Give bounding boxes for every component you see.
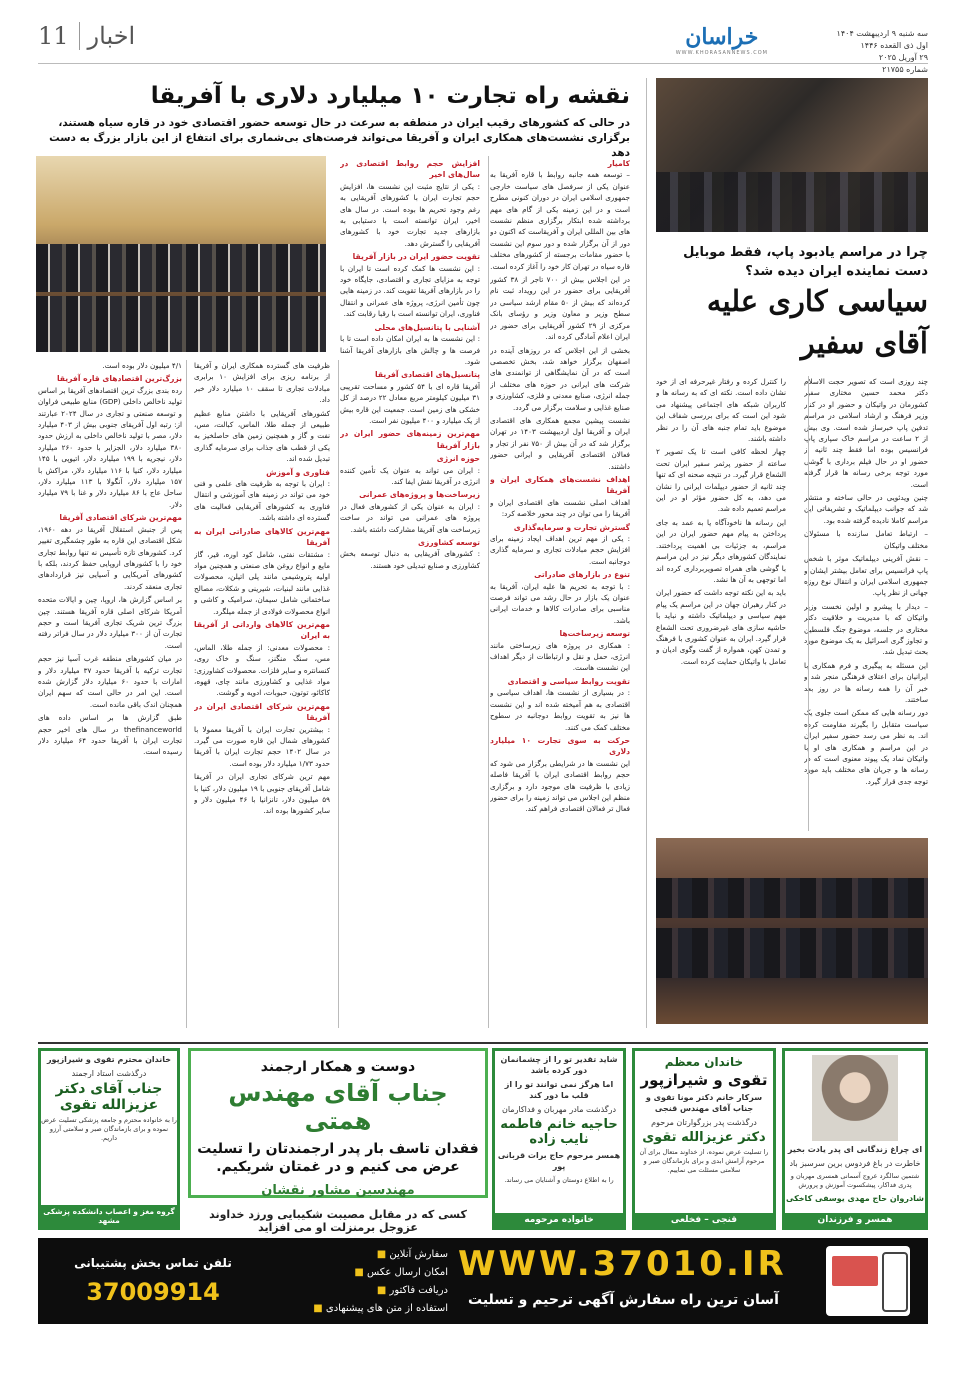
portrait-photo xyxy=(812,1055,898,1141)
sidebar-subheadline: چرا در مراسم یادبود پاپ، فقط موبایل دست نماینده ایران دیده شد؟ xyxy=(683,245,928,279)
date-gregorian: ۲۹ آوریل ۲۰۲۵ xyxy=(878,53,928,62)
ad-memorial-yousefi[interactable]: ای چراغ زندگانی ای پدر یادت بخیر خاطرت در باغ فردوس برین سرسبز باد شتمین سالگرد عروج آسمانی همسری مهربان و پدری فداکار، پیشکسوت آموزش و پرورش شادروان حاج مهدی یوسفی کاخکی همسر و فرزندان xyxy=(782,1048,928,1230)
feature-suggested-texts: استفاده از متن های پیشنهادی ■ xyxy=(308,1300,448,1318)
phone-laptop-icon xyxy=(826,1246,910,1316)
banner-features xyxy=(308,1246,448,1318)
ad-condolence-medical-school[interactable]: خاندان محترم تقوی و شیرازپور درگذشت استاد ارجمند جناب آقای دکتر عزیزالله تقوی را به خانواده محترم و جامعه پزشکی تسلیت عرض نموده و برای بازماندگان صبر و سلامتی آرزو داریم. گروه مغز و اعصاب دانشکده پزشکی مشهد xyxy=(38,1048,180,1230)
feature-invoice: دریافت فاکتور ■ xyxy=(308,1282,448,1300)
ad-order-banner[interactable] xyxy=(38,1238,928,1324)
feature-send-photo: امکان ارسال عکس ■ xyxy=(308,1264,448,1282)
banner-url[interactable]: WWW.37010.IR xyxy=(458,1244,787,1284)
page-number: 11 xyxy=(38,22,80,50)
main-column-1: کامیار – توسعه همه جانبه روابط با قاره آفریقا به عنوان یکی از سرفصل های سیاست خارجی جمهوری اسلامی ایران در دوران کنونی مطرح است و در این زمینه یکی از گام های مهم برداشته شده ابتکار برگزاری منظم نشست های بین المللی ایران و آفریقاست که اکنون دو دور از آن برگزار شده و دور سوم این نشست با حضور مقامات برجسته از کشورهای مختلف قاره سیاه در تهران کار خود را آغاز کرده است. در این اجلاس بیش از ۷۰۰ تاجر از ۳۸ کشور آفریقایی برای حضور در این رویداد ثبت نام کرده‌اند که بیش از ۵۰ مقام ارشد سیاسی در سطح وزیر و معاون وزیر و رؤسای بانک مرکزی از ۲۹ کشور آفریقایی برای حضور در ایران اعلام آمادگی کرده اند. بخشی از این اجلاس که در روزهای آینده در اصفهان برگزار خواهد شد، بخش تخصصی است که در آن نمایشگاهی از توانمندی های شرکت های ایرانی در حوزه های مختلف از جمله انرژی، صنایع معدنی و فلزی، کشاورزی و صنایع غذایی و سلامت برگزار می گردد. نشست پیشین مجمع همکاری های اقتصادی ایران و آفریقا اول اردیبهشت ۱۴۰۳ در تهران برگزار شد که در آن بیش از ۷۵۰ نفر از تجار و فعالان اقتصادی آفریقایی و ایرانی حضور داشتند. اهداف نشست‌های همکاری ایران و آفریقا اهداف اصلی نشست های اقتصادی ایران و آفریقا را می توان در چند محور خلاصه کرد: گسترش تجارت و سرمایه‌گذاری : یکی از مهم ترین اهداف ایجاد زمینه برای افزایش حجم مبادلات تجاری و سرمایه گذاری دوجانبه است. تنوع در بازارهای صادراتی : با توجه به تحریم ها علیه ایران، آفریقا به عنوان یک بازار در حال رشد می تواند فرصت مناسبی برای صادرات کالاها و خدمات ایرانی باشد. توسعه زیرساخت‌ها : همکاری در پروژه های زیرساختی مانند انرژی، حمل و نقل و ارتباطات از دیگر اهداف این نشست هاست. تقویت روابط سیاسی و اقتصادی : در بسیاری از نشست ها، اهداف سیاسی و اقتصادی به هم آمیخته شده اند و این نشست ها نیز به تقویت روابط دوجانبه در سطوح مختلف کمک می کنند. حرکت به سوی تجارت ۱۰ میلیارد دلاری این نشست ها در شرایطی برگزار می شود که حجم روابط اقتصادی ایران با آفریقا فاصله زیادی با ظرفیت های موجود دارد و برگزاری منظم این اجلاس می تواند زمینه را برای حضور فعال تر فعالان اقتصادی فراهم کند. xyxy=(490,159,630,814)
newspaper-logo[interactable] xyxy=(676,24,768,56)
pope-funeral-photo xyxy=(656,78,928,232)
page-header xyxy=(38,22,928,74)
date-persian: سه شنبه ۹ اردیبهشت ۱۴۰۴ xyxy=(836,29,928,38)
obituary-ads xyxy=(38,1042,928,1232)
main-lead: در حالی که کشورهای رقیب ایران در منطقه به سرعت در حال توسعه حضور اقتصادی خود در قاره سیاه هستند، برگزاری نشست‌های همکاری ایران و آفریقا می‌تواند فرصت‌های بی‌شماری برای انتفاع از این بازار بزرگ به دست دهد xyxy=(49,117,630,159)
iran-africa-summit-photo xyxy=(36,156,326,352)
main-headline: نقشه راه تجارت ۱۰ میلیارد دلاری با آفریقا xyxy=(150,83,630,109)
logo-text: خراسان xyxy=(685,24,759,50)
support-phone[interactable]: 37009914 xyxy=(86,1278,220,1306)
banner-slogan: آسان ترین راه سفارش آگهی ترحیم و تسلیت xyxy=(468,1292,779,1308)
main-column-2: افزایش حجم روابط اقتصادی در سال‌های اخیر : یکی از نتایج مثبت این نشست ها، افزایش حجم تجارت ایران با کشورهای آفریقایی به رغم وجود تحریم ها بوده است. در سال های اخیر، ایران توانسته است با دستیابی به بازارهای جدید تجارت خود با کشورهای آفریقایی را گسترش دهد. تقویت حضور ایران در بازار آفریقا : این نشست ها کمک کرده است تا ایران با توجه به مزایای تجاری و اقتصادی، جایگاه خود را در بازارهای آفریقا تقویت کند. در زمینه هایی چون تأمین انرژی، پروژه های عمرانی و انتقال فناوری، ایران توانسته است با رقبا رقابت کند. آشنایی با پتانسیل‌های محلی : این نشست ها به ایران امکان داده است تا با فرصت ها و چالش های بازارهای آفریقا آشنا شود. پتانسیل‌های اقتصادی آفریقا آفریقا قاره ای با ۵۴ کشور و مساحت تقریبی ۳۱ میلیون کیلومتر مربع معادل ۲۲ درصد از کل خشکی های زمین است. جمعیت این قاره بیش از یک میلیارد و ۴۰۰ میلیون نفر است. مهم‌ترین زمینه‌های حضور ایران در بازار آفریقا حوزه انرژی : ایران می تواند به عنوان یک تأمین کننده انرژی در آفریقا نقش ایفا کند. زیرساخت‌ها و پروژه‌های عمرانی : ایران به عنوان یکی از کشورهای فعال در پروژه های عمرانی می تواند در ساخت زیرساخت های آفریقا مشارکت داشته باشد. توسعه کشاورزی : کشورهای آفریقایی به دنبال توسعه بخش کشاورزی و صنایع تبدیلی خود هستند. xyxy=(340,159,480,570)
section-label xyxy=(38,22,135,50)
pope-ceremony-crowd-photo xyxy=(656,838,928,1024)
main-column-3: ظرفیت های گسترده همکاری ایران و آفریقا از برنامه ریزی برای افزایش ۱۰ برابری مبادلات تجاری تا سقف ۱۰ میلیارد دلار خبر داد. کشورهای آفریقایی با داشتن منابع عظیم طبیعی از جمله طلا، الماس، کبالت، مس، نفت و گاز و همچنین زمین های حاصلخیز به یکی از قطب های جذاب برای سرمایه گذاری تبدیل شده اند. فناوری و آموزش : ایران با توجه به ظرفیت های علمی و فنی خود می تواند در زمینه های آموزشی و انتقال فناوری به کشورهای آفریقایی فعالیت های گسترده ای داشته باشد. مهم‌ترین کالاهای صادراتی ایران به آفریقا : مشتقات نفتی، شامل کود اوره، قیر، گاز مایع و انواع روغن های صنعتی و همچنین مواد اولیه پتروشیمی مانند پلی اتیلن، محصولات غذایی مانند لبنیات، شیرینی و شکلات، مصالح ساختمانی شامل سیمان، سرامیک و کاشی و انواع محصولات فولادی از جمله میلگرد. مهم‌ترین کالاهای وارداتی از آفریقا به ایران : محصولات معدنی: از جمله طلا، الماس، مس، سنگ منگنز، سنگ و خاک روی، کنسانتره و سایر فلزات. محصولات کشاورزی: مواد غذایی و کشاورزی مانند چای، قهوه، کاکائو، توتون، حبوبات، ادویه و گوشت. مهم‌ترین شرکای اقتصادی ایران در آفریقا : بیشترین تجارت ایران با آفریقا معمولا با کشورهای شمال این قاره صورت می گیرد. در سال ۱۴۰۲ حجم تجارت ایران با آفریقا حدود ۱/۷۳ میلیارد دلار بوده است. مهم ترین شرکای تجاری ایران در آفریقا شامل آفریقای جنوبی با ۱۹ میلیون دلار، کنیا با ۵۹ میلیون دلار، تانزانیا با ۴۶ میلیون دلار و سایر کشورها بوده اند. xyxy=(194,361,330,816)
condolence-quote: کسی که در مقابل مصیبت شکیبایی ورزد خداوند عزوجل برمنزلت او می افزاید xyxy=(209,1208,467,1234)
main-column-4: ۴/۱ میلیون دلار بوده است. بزرگ‌ترین اقتصادهای قاره آفریقا رده بندی بزرگ ترین اقتصادهای آفریقا بر اساس تولید ناخالص داخلی (GDP) منابع طبیعی فراوان و توسعه صنعتی و تجاری در سال ۲۰۲۴ عبارتند از: رتبه اول آفریقای جنوبی بیش از ۴۰۳ میلیارد دلار، مصر با تولید ناخالص داخلی به ارزش حدود ۳۸۰ میلیارد دلار، الجزایر با حدود ۲۶۰ میلیارد دلار، نیجریه با ۱۹۹ میلیارد دلار، اتیوپی با ۱۴۵ میلیارد دلار، کنیا با ۱۱۶ میلیارد دلار، مراکش با ۱۵۷ میلیارد دلار، آنگولا با ۱۱۳ میلیارد دلار، ساحل عاج با ۸۶ میلیارد دلار و غنا با ۷۹ میلیارد دلار. مهم‌ترین شرکای اقتصادی آفریقا پس از جنبش استقلال آفریقا در دهه ۱۹۶۰، شکل اقتصادی این قاره به طور چشمگیری تغییر کرد. کشورهای تازه تأسیس نه تنها روابط تجاری خود را با کشورهای اروپایی حفظ کردند، بلکه با کشورهای آمریکایی و آسیایی نیز قراردادهای تجاری منعقد کردند. بر اساس گزارش ها، اروپا، چین و ایالات متحده آمریکا شرکای اصلی قاره آفریقا هستند. چین بزرگ ترین شریک تجاری آفریقا است و حجم تجارت آن از ۳۰۰ میلیارد دلار در سال فراتر رفته است. در میان کشورهای منطقه غرب آسیا نیز حجم تجارت ترکیه با آفریقا حدود ۳۷ میلیارد دلار و امارات با حدود ۶۰ میلیارد دلار گزارش شده است. این امر در حالی است که سهم ایران همچنان اندک باقی مانده است. طبق گزارش ها بر اساس داده های thefinanceworld در سال های اخیر حجم تجارت ایران با آفریقا حدود ۶۴ میلیارد دلار رسیده است. xyxy=(38,361,182,757)
ad-condolence-taghavi[interactable]: خاندان معظم تقوی و شیرازپور سرکار خانم دکتر مونا تقوی و جناب آقای مهندس قنجی درگذشت پدر بزرگوارتان مرحوم دکتر عزیزالله تقوی را تسلیت عرض نموده، از خداوند متعال برای آن مرحوم آرامش ابدی و برای بازماندگان صبر و سلامتی مسئلت می نماییم. قنجی – فخلعی xyxy=(632,1048,776,1230)
support-label: تلفن تماس بخش پشتیبانی xyxy=(74,1256,232,1270)
logo-tagline: WWW.KHORASANNEWS.COM xyxy=(675,50,768,56)
sidebar-body-column-1: چند روزی است که تصویر حجت الاسلام دکتر محمد حسین مختاری سفیر کشورمان در واتیکان و حضور او در کنار وزیر فرهنگ و ارشاد اسلامی در مراسم تدفین پاپ خبرساز شده است. وی بیش از ۲ ساعت در مراسم خاک سپاری پاپ فرانسیس بوده اما فقط چند ثانیه از حضور او در حال فیلم برداری با گوشی مورد توجه برخی رسانه ها قرار گرفته است. چنین ویدئویی در حالی ساخته و منتشر شد که جوانب دیپلماتیک و تشریفاتی این مراسم کاملا نادیده گرفته شده بود. – ارتباط تعامل سازنده با مسئولان مختلف واتیکان – نقش آفرینی دیپلماتیک موثر با شخص پاپ فرانسیس برای تعامل بیشتر ایشان و جمهوری اسلامی ایران و انتقال نوع روزه جهانی از نظر پاپ. – دیدار با پیشرو و اولین نخست وزیر واتیکان که با مدیریت و خلاقیت دکتر مختاری در جلسه، موضوع جنگ فلسطین و تجاوز گری اسرائیل به یک موضوع مورد بحث تبدیل شد. این مسئله به پیگیری و فرم همکاری با ایرانیان برای اعتلای فرهنگی منجر شد و خبر آن را همه رسانه ها در روز بعد ساختند. دور رسانه هایی که ممکن است جلوی یک سیاست متقابل را بگیرند مقاومت کرده اند. به نظر می رسد حضور سفیر ایران در این مراسم و همکاری های او با واتیکان نماد یک پیوند معنوی است که در رسانه ها و جریان های مختلف باید مورد توجه جدی قرار گیرد. xyxy=(804,377,928,786)
date-hijri: اول ذی القعده ۱۴۴۶ xyxy=(860,41,928,50)
ad-condolence-hemmati[interactable]: دوست و همکار ارجمند جناب آقای مهندس همتی فقدان تاسف بار پدر ارجمندتان را تسلیت عرض می کنیم و در غمتان شریکیم. مهندسین مشاور نقشان xyxy=(188,1048,488,1198)
ad-condolence-nayebzadeh[interactable]: شاید تقدیر تو را از چشمانمان دور کرده باشد اما هرگز نمی توانند تو را از قلب ما دور کند درگذشت مادر مهربان و فداکارمان حاجیه خانم فاطمه نایب زاده همسر مرحوم حاج برات قربانی پور را به اطلاع دوستان و آشنایان می رساند. خانواده مرحومه xyxy=(492,1048,626,1230)
issue-number: شماره ۲۱۷۵۵ xyxy=(882,65,928,74)
date-block xyxy=(837,28,928,76)
feature-online-order: سفارش آنلاین ■ xyxy=(308,1246,448,1264)
sidebar-headline: سیاسی کاری علیه آقای سفیر xyxy=(706,284,928,360)
sidebar-body-column-2: را کنترل کرده و رفتار غیرحرفه ای از خود نشان داده است. نکته ای که به رسانه ها و کاربران شبکه های اجتماعی پیشنهاد می شود این است که برای بررسی شفاف این موضوع باید تمام جنبه های آن را در نظر داشته باشند. چهار لحظه کافی است تا یک تصویر ۲ ساعته از حضور پرثمر سفیر ایران تحت الشعاع قرار گیرد. در نتیجه صحنه ای که تنها چند ثانیه از حضور دیپلمات ایرانی را نشان می دهد، به کل حضور مؤثر او در این مراسم تعمیم داده شد. این رسانه ها ناخودآگاه یا به عمد به جای پرداختن به پیام مهم حضور ایران در این مراسم، به جزئیات بی اهمیت پرداختند. نمایندگان کشورهای دیگر نیز در این مراسم با گوشی های همراه تصویربرداری کرده اند اما توجهی به آن ها نشد. باید به این نکته توجه داشت که حضور ایران در کنار رهبران جهان در این مراسم یک پیام مهم سیاسی و دیپلماتیک داشته و نباید با حاشیه سازی های غیرضروری تحت الشعاع قرار گیرد. ایران به عنوان کشوری با فرهنگ و تمدن کهن، همواره از گفت وگوی ادیان و تعامل با واتیکان حمایت کرده است. xyxy=(656,377,786,666)
section-name: اخبار xyxy=(87,22,136,50)
